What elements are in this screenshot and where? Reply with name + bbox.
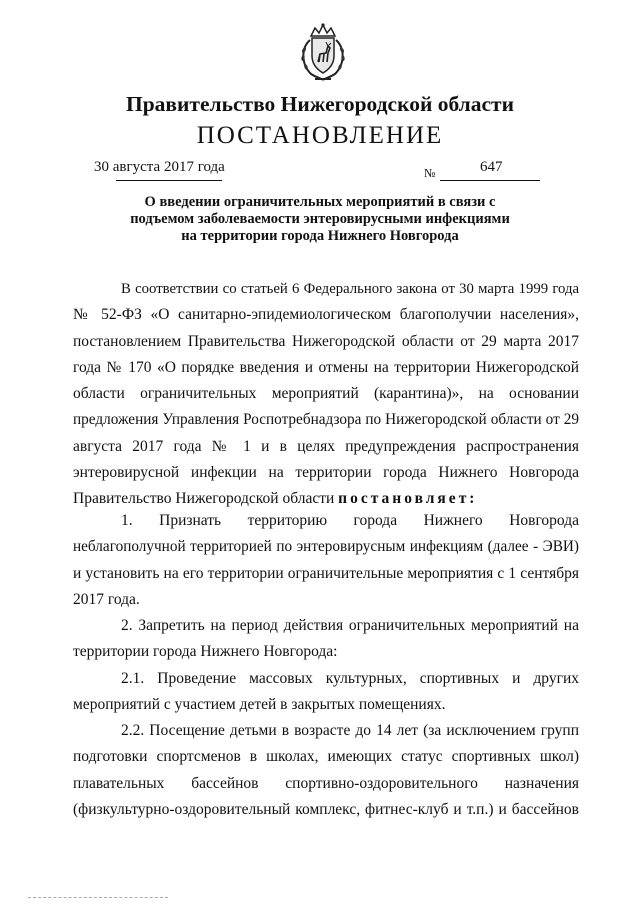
item-2-1-paragraph xyxy=(73,666,579,719)
text-line: 2.2. Посещение детьми в возрасте до 14 лет (за исключением групп xyxy=(121,722,579,739)
text-line: неблагополучной территорией по энтеровирусным инфекциям (далее - ЭВИ) xyxy=(73,538,579,556)
date-underline xyxy=(116,180,222,181)
text-line: области ограничительных мероприятий (карантина)», на основании xyxy=(73,385,579,403)
text-line: августа 2017 года № 1 и в целях предупреждения распространения xyxy=(73,437,579,455)
text-line: 2017 года. xyxy=(73,590,140,608)
text-line: 2. Запретить на период действия ограничительных мероприятий на xyxy=(121,617,579,634)
text-line: территории города Нижнего Новгорода: xyxy=(73,643,338,661)
preamble-last-prefix: Правительство Нижегородской области xyxy=(73,490,335,508)
decree-word: постановляет: xyxy=(338,490,478,508)
text-line: В соответствии со статьей 6 Федерального закона от 30 марта 1999 года xyxy=(121,281,579,297)
coat-of-arms-emblem xyxy=(293,22,353,84)
number-sign: № xyxy=(424,166,436,180)
text-line: плавательных бассейнов спортивно-оздоровительного назначения xyxy=(73,774,579,792)
text-line: (физкультурно-оздоровительный комплекс, фитнес-клуб и т.п.) и бассейнов xyxy=(73,800,579,818)
text-line: постановлением Правительства Нижегородской области от 29 марта 2017 xyxy=(73,332,579,350)
text-line: 1. Признать территорию города Нижнего Новгорода xyxy=(121,512,579,529)
item-1-paragraph xyxy=(73,508,579,613)
item-2-2-paragraph xyxy=(73,718,579,823)
preamble-paragraph xyxy=(73,276,579,513)
text-line: года № 170 «О порядке введения и отмены на территории Нижегородской xyxy=(73,358,579,376)
text-line: предложения Управления Роспотребнадзора по Нижегородской области от 29 xyxy=(73,411,579,429)
organization-title: Правительство Нижегородской области xyxy=(126,92,514,116)
text-line: подготовки спортсменов в школах, имеющих статус спортивных школ) xyxy=(73,748,579,766)
document-number: 647 xyxy=(480,159,503,175)
scan-footer-mark xyxy=(28,897,168,902)
subject-line: на территории города Нижнего Новгорода xyxy=(181,228,459,244)
text-line: 2.1. Проведение массовых культурных, спортивных и других xyxy=(121,670,579,687)
document-date: 30 августа 2017 года xyxy=(94,159,225,175)
item-2-paragraph xyxy=(73,613,579,666)
text-line: № 52-ФЗ «О санитарно-эпидемиологическом благополучии населения», xyxy=(73,306,579,324)
subject-line: О введении ограничительных мероприятий в связи с xyxy=(144,194,496,210)
subject-line: подъемом заболеваемости энтеровирусными инфекциями xyxy=(130,211,510,227)
text-line: энтеровирусной инфекции на территории города Нижнего Новгорода xyxy=(73,464,579,482)
text-line: и установить на его территории ограничительные мероприятия с 1 сентября xyxy=(73,564,579,582)
number-underline xyxy=(440,180,540,181)
document-subject xyxy=(100,194,540,245)
document-type-title: ПОСТАНОВЛЕНИЕ xyxy=(196,122,444,149)
text-line: мероприятий с участием детей в закрытых помещениях. xyxy=(73,696,446,714)
